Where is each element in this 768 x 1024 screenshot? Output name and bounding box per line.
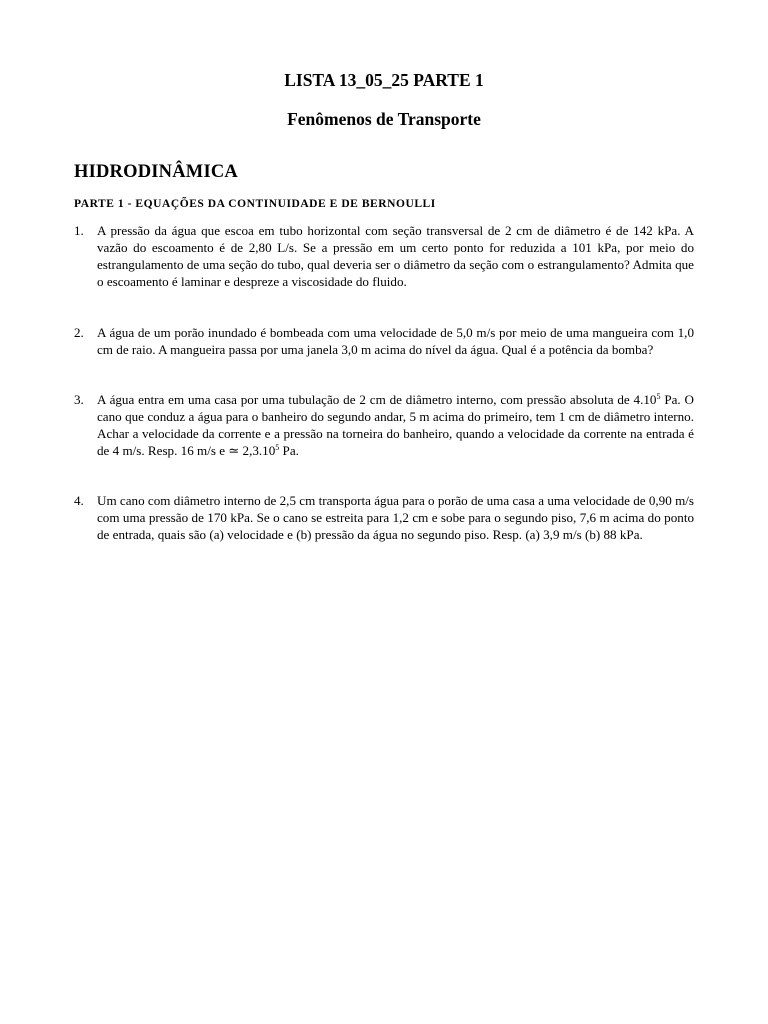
section-heading: HIDRODINÂMICA: [74, 162, 238, 182]
part-heading: PARTE 1 - EQUAÇÕES DA CONTINUIDADE E DE BERNOULLI: [74, 198, 436, 210]
question-number: 4.: [74, 493, 84, 508]
question-text: A água de um porão inundado é bombeada com uma velocidade de 5,0 m/s por meio de uma mangueira com 1,0 cm de raio. A mangueira passa por uma janela 3,0 m acima do nível da água. Qual é a potência da bomba?: [97, 325, 694, 357]
question-text-part: Pa. O cano que conduz a água para o banheiro do segundo andar, 5 m acima do primeiro, tem 1 cm de diâmetro interno. Achar a velocidade da corrente e a pressão na torneira do banheiro, quando a velocidade da corrente na entrada é de 4 m/s. Resp. 16 m/s e ≃ 2,3.10: [97, 392, 694, 458]
exponent: 5: [656, 392, 661, 401]
question-item: [74, 324, 694, 358]
question-text: Um cano com diâmetro interno de 2,5 cm transporta água para o porão de uma casa a uma velocidade de 0,90 m/s com uma pressão de 170 kPa. Se o cano se estreita para 1,2 cm e sobe para o segundo piso, 7,6 m acima do ponto de entrada, quais são (a) velocidade e (b) pressão da água no segundo piso. Resp. (a) 3,9 m/s (b) 88 kPa.: [97, 493, 694, 542]
document-subtitle: Fenômenos de Transporte: [287, 109, 481, 129]
question-text: A pressão da água que escoa em tubo horizontal com seção transversal de 2 cm de diâmetro é de 142 kPa. A vazão do escoamento é de 2,80 L/s. Se a pressão em um certo ponto for reduzida a 101 kPa, por meio do estrangulamento de uma seção do tubo, qual deveria ser o diâmetro da seção com o estrangulamento? Admita que o escoamento é laminar e despreze a viscosidade do fluido.: [97, 223, 694, 289]
question-item: [74, 391, 694, 459]
question-number: 3.: [74, 392, 84, 407]
question-item: [74, 492, 694, 543]
question-item: [74, 222, 694, 290]
question-number: 1.: [74, 223, 84, 238]
question-text-part: Pa.: [279, 443, 299, 458]
question-number: 2.: [74, 325, 84, 340]
question-text: [97, 391, 694, 459]
exponent: 5: [275, 443, 280, 452]
document-title: LISTA 13_05_25 PARTE 1: [284, 70, 484, 90]
question-text-part: A água entra em uma casa por uma tubulação de 2 cm de diâmetro interno, com pressão absoluta de 4.10: [97, 392, 657, 407]
